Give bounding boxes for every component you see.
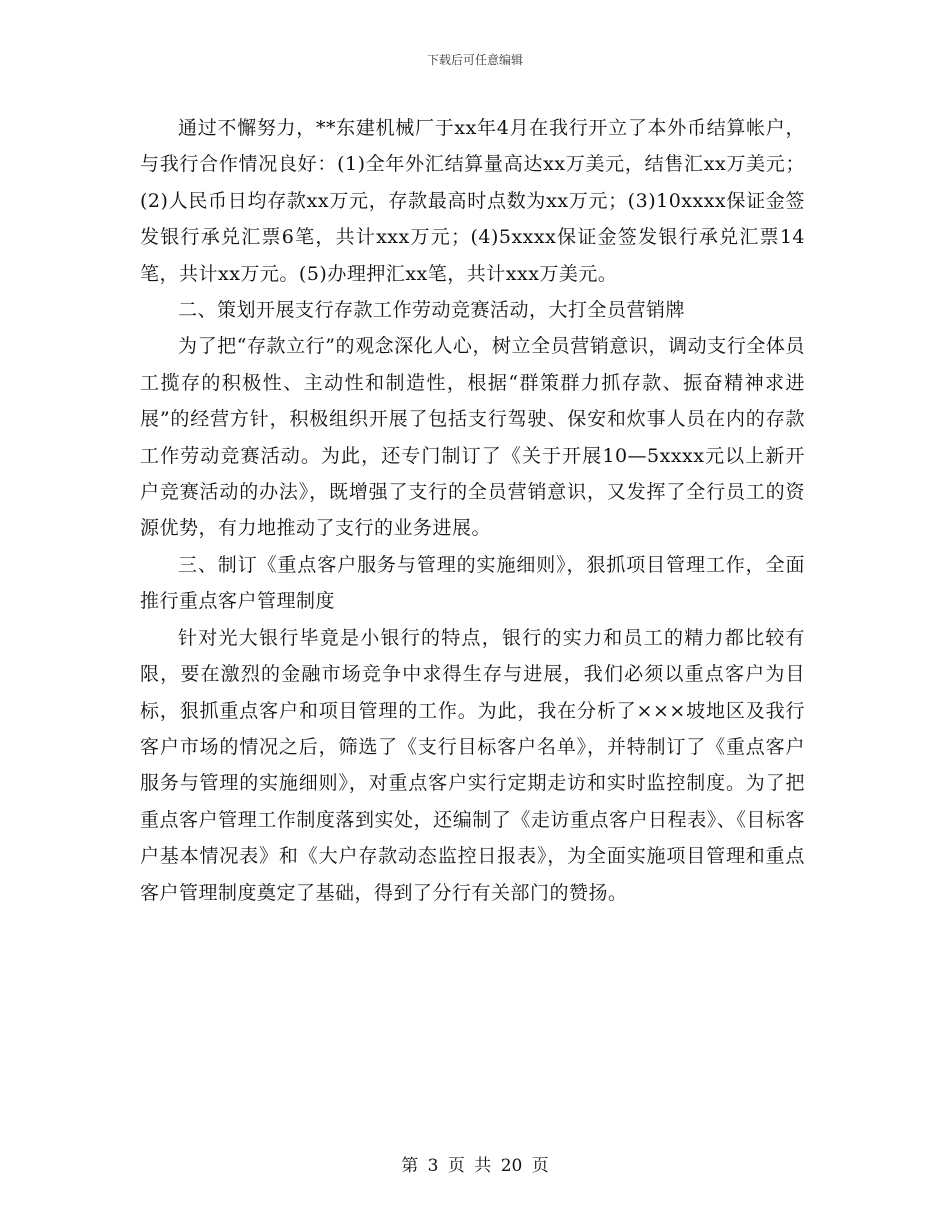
page-number: 第 3 页 共 20 页 [401, 1156, 549, 1176]
page-header: 下载后可任意编辑 [426, 53, 523, 67]
paragraph-deposit-competition: 为了把“存款立行”的观念深化人心，树立全员营销意识，调动支行全体员工揽存的积极性、主动性和制造性，根据“群策群力抓存款、振奋精神求进展”的经营方针，积极组织开展了包括支行驾驶、保安和炊事人员在内的存款工作劳动竞赛活动。为此，还专门制订了《关于开展10—5xxxx元以上新开户竞赛活动的办法》，既增强了支行的全员营销意识，又发挥了全行员工的资源优势，有力地推动了支行的业务进展。 [140, 335, 805, 540]
document-body [140, 110, 805, 911]
section-heading-key-clients: 三、制订《重点客户服务与管理的实施细则》，狠抓项目管理工作，全面推行重点客户管理制度 [140, 553, 805, 613]
paragraph-account-summary: 通过不懈努力，**东建机械厂于xx年4月在我行开立了本外币结算帐户，与我行合作情况良好：(1)全年外汇结算量高达xx万美元，结售汇xx万美元；(2)人民币日均存款xx万元，存款最高时点数为xx万元；(3)10xxxx保证金签发银行承兑汇票6笔，共计xxx万元；(4)5xxxx保证金签发银行承兑汇票14笔，共计xx万元。(5)办理押汇xx笔，共计xxx万美元。 [140, 117, 805, 285]
paragraph-key-clients: 针对光大银行毕竟是小银行的特点，银行的实力和员工的精力都比较有限，要在激烈的金融市场竞争中求得生存与进展，我们必须以重点客户为目标，狠抓重点客户和项目管理的工作。为此，我在分析了×××坡地区及我行客户市场的情况之后，筛选了《支行目标客户名单》，并特制订了《重点客户服务与管理的实施细则》，对重点客户实行定期走访和实时监控制度。为了把重点客户管理工作制度落到实处，还编制了《走访重点客户日程表》、《目标客户基本情况表》和《大户存款动态监控日报表》，为全面实施项目管理和重点客户管理制度奠定了基础，得到了分行有关部门的赞扬。 [140, 626, 805, 904]
section-heading-deposit-competition: 二、策划开展支行存款工作劳动竞赛活动，大打全员营销牌 [178, 299, 686, 322]
